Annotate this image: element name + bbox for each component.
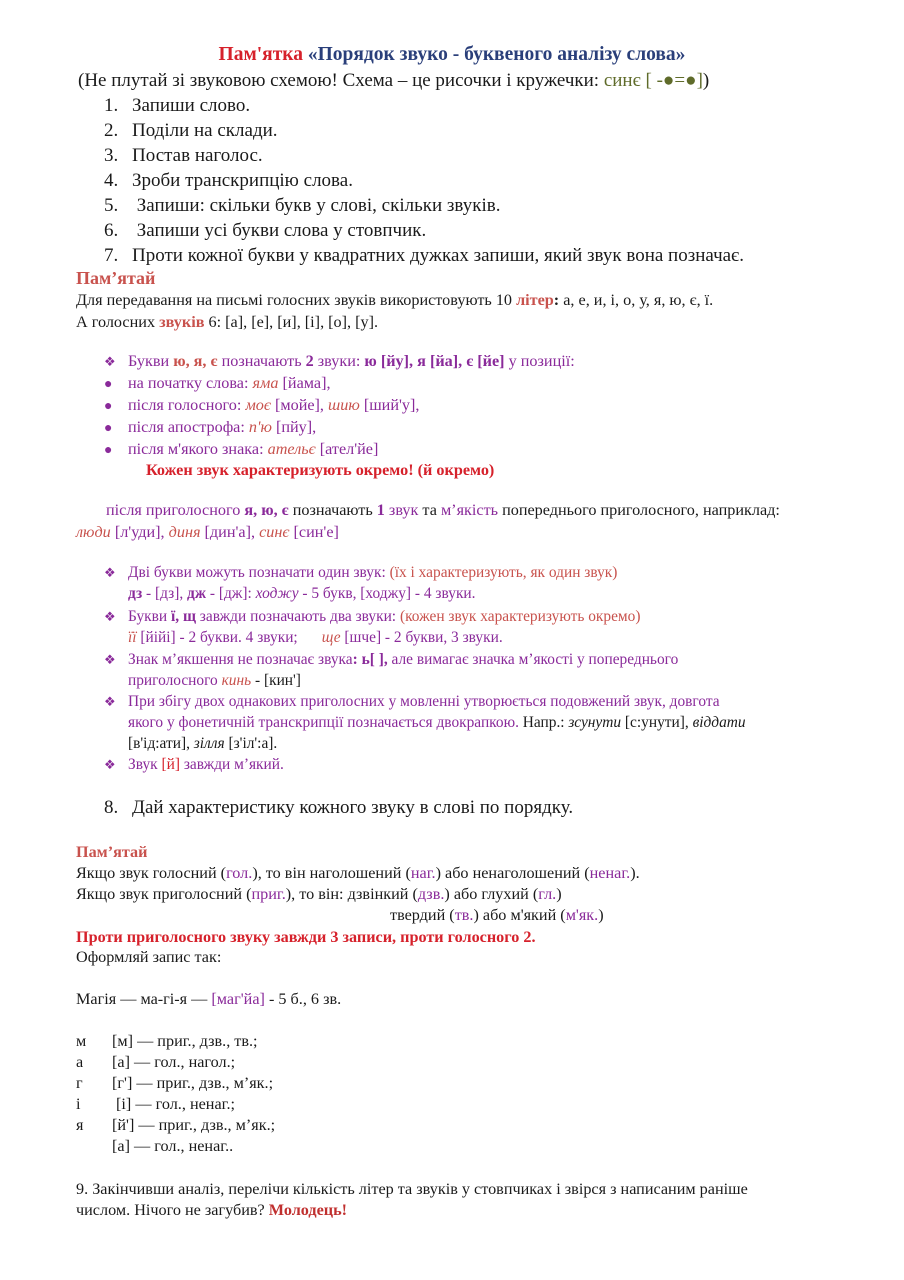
vowel-characteristics: Якщо звук голосний (гол.), то він наголошений (наг.) або ненаголошений (ненаг.).	[76, 864, 640, 882]
intro-note: (Не плутай зі звуковою схемою! Схема – це рисочки і кружечки: синє [ -●=●])	[78, 70, 710, 91]
rule-yu-ya-ye: ❖ Букви ю, я, є позначають 2 звуки: ю [йу], я [йа], є [йе] у позиції:	[104, 352, 575, 370]
diamond-bullet-icon: ❖	[104, 565, 116, 580]
after-consonant-rule: після приголосного я, ю, є позначають 1 звук та м’якість попереднього приголосного, наприклад:	[106, 501, 780, 519]
consonant-characteristics-2: твердий (тв.) або м'який (м'як.)	[390, 906, 604, 924]
step-2: 2. Поділи на склади.	[104, 120, 278, 141]
rule-two-letters-one-sound: ❖ Дві букви можуть позначати один звук: (їх і характеризують, як один звук)	[104, 564, 618, 581]
after-consonant-examples: люди [л'уди], диня [дин'а], синє [син'е]	[76, 523, 339, 541]
step-5: 5. Запиши: скільки букв у слові, скільки звуків.	[104, 195, 501, 216]
diamond-bullet-icon: ❖	[104, 609, 116, 624]
rule-y-soft: ❖ Звук [й] завжди м’який.	[104, 756, 284, 773]
step-1: 1. Запиши слово.	[104, 95, 251, 116]
consonant-characteristics: Якщо звук приголосний (приг.), то він: дзвінкий (дзв.) або глухий (гл.)	[76, 885, 562, 903]
rule-soft-sign-example: приголосного кинь - [кин']	[128, 672, 301, 689]
diamond-bullet-icon: ❖	[104, 757, 116, 772]
rule-yi-shch: ❖ Букви ї, щ завжди позначають два звуки: (кожен звук характеризують окремо)	[104, 608, 641, 625]
final-step-2: числом. Нічого не загубив? Молодець!	[76, 1201, 348, 1219]
step-7: 7. Проти кожної букви у квадратних дужках запиши, який звук вона позначає.	[104, 245, 744, 266]
diamond-bullet-icon: ❖	[104, 652, 116, 667]
rule-two-letters-examples: дз - [дз], дж - [дж]: ходжу - 5 букв, [ходжу] - 4 звуки.	[128, 585, 476, 602]
dot-bullet-icon: ●	[104, 399, 113, 414]
rule-soft-sign: ❖ Знак м’якшення не позначає звука: ь[ ], але вимагає значка м’якості у попереднього	[104, 651, 679, 668]
letter-row: [а] — гол., ненаг..	[112, 1137, 234, 1155]
step-3: 3. Постав наголос.	[104, 145, 263, 166]
position-item: ● після апострофа: п'ю [пйу],	[104, 418, 317, 436]
rule-yi-shch-examples: її [йійі] - 2 букви. 4 звуки; ще [шче] - 2 букви, 3 звуки.	[128, 629, 503, 646]
dot-bullet-icon: ●	[104, 443, 113, 458]
format-label: Оформляй запис так:	[76, 948, 222, 966]
vowels-sounds: А голосних звуків 6: [а], [е], [и], [і], [о], [у].	[76, 313, 379, 331]
rule-double-consonants: ❖ При збігу двох однакових приголосних у мовленні утворюється подовжений звук, довгота	[104, 693, 720, 710]
records-rule: Проти приголосного звуку завжди 3 записи, проти голосного 2.	[76, 928, 536, 946]
step-4: 4. Зроби транскрипцію слова.	[104, 170, 353, 191]
page-title: Пам'ятка «Порядок звуко - буквеного аналізу слова»	[218, 44, 686, 65]
each-sound-note: Кожен звук характеризують окремо! (й окремо)	[146, 461, 495, 479]
step-8: 8. Дай характеристику кожного звуку в слові по порядку.	[104, 797, 574, 818]
final-step: 9. Закінчивши аналіз, перелічи кількість літер та звуків у стовпчиках і звірся з написаним раніше	[76, 1180, 748, 1198]
position-item: ● після м'якого знака: ательє [ател'йе]	[104, 440, 379, 458]
letter-row: і [і] — гол., ненаг.;	[76, 1095, 235, 1113]
diamond-bullet-icon: ❖	[104, 694, 116, 709]
rule-double-consonants-2: якого у фонетичній транскрипції позначається двокрапкою. Напр.: зсунути [с:унути], віддати	[128, 714, 746, 731]
letter-row: я [й'] — приг., дзв., м’як.;	[76, 1116, 276, 1134]
remember-heading-1: Пам’ятай	[76, 268, 156, 288]
position-item: ● після голосного: моє [мойе], шию [ший'у],	[104, 396, 420, 414]
diamond-bullet-icon: ❖	[104, 354, 116, 369]
step-6: 6. Запиши усі букви слова у стовпчик.	[104, 220, 427, 241]
remember-heading-2: Пам’ятай	[76, 843, 148, 861]
letter-row: г [г'] — приг., дзв., м’як.;	[76, 1074, 274, 1092]
dot-bullet-icon: ●	[104, 377, 113, 392]
letter-row: а [а] — гол., нагол.;	[76, 1053, 236, 1071]
letter-row: м [м] — приг., дзв., тв.;	[76, 1032, 258, 1050]
vowels-letters: Для передавання на письмі голосних звуків використовують 10 літер: а, е, и, і, о, у, я, ю, є, ї.	[76, 291, 714, 309]
rule-double-consonants-3: [в'ід:ати], зілля [з'іл':а].	[128, 735, 278, 752]
position-item: ● на початку слова: яма [йама],	[104, 374, 331, 392]
example-word: Магія — ма-гі-я — [маг'йа] - 5 б., 6 зв.	[76, 990, 342, 1008]
dot-bullet-icon: ●	[104, 421, 113, 436]
